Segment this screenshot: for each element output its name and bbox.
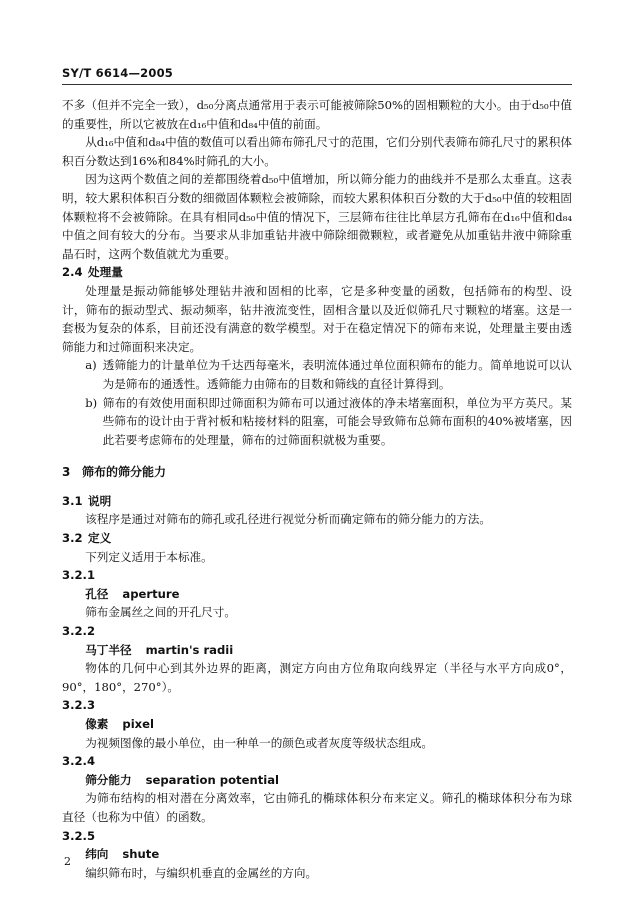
definition-text: 物体的几何中心到其外边界的距离，测定方向由方位角取向线界定（半径与水平方向成0°，90°，180°，270°）。 [62, 661, 572, 694]
term-en: shute [122, 847, 160, 862]
definition-term [62, 845, 572, 864]
standard-number: SY/T 6614—2005 [62, 66, 173, 80]
list-text: 透筛能力的计量单位为千达西每毫米，表明流体通过单位面积筛布的能力。简单地说可以认为是筛布的通透性。透筛能力由筛布的目数和筛线的直径计算得到。 [102, 358, 572, 391]
term-zh: 纬向 [85, 847, 109, 862]
definition-term [62, 641, 572, 660]
definition-number: 3.2.2 [62, 624, 96, 639]
section-title: 定义 [88, 531, 112, 546]
paragraph-1: 不多（但并不完全一致），d₅₀分离点通常用于表示可能被筛除50%的固相颗粒的大小。由于d₅₀中值的重要性，所以它被放在d₁₆中值和d₈₄中值的前面。 [62, 98, 572, 131]
term-en: aperture [122, 586, 180, 601]
term-zh: 像素 [85, 717, 109, 731]
list-marker: b) [85, 395, 98, 410]
chapter-number: 3 [62, 465, 71, 480]
paragraph-2: 从d₁₆中值和d₈₄中值的数值可以看出筛布筛孔尺寸的范围，它们分别代表筛布筛孔尺寸的累积体积百分数达到16%和84%时筛孔的大小。 [62, 135, 572, 168]
section-number: 3.2 [62, 531, 83, 546]
chapter-title: 筛布的筛分能力 [82, 465, 167, 480]
term-en: pixel [122, 717, 154, 731]
section-3-1-text: 该程序是通过对筛布的筛孔或孔径进行视觉分析而确定筛布的筛分能力的方法。 [85, 512, 491, 527]
definition-text: 编织筛布时，与编织机垂直的金属丝的方向。 [85, 865, 318, 880]
definition-text: 筛布金属丝之间的开孔尺寸。 [85, 605, 236, 620]
list-text: 筛布的有效使用面积即过筛面积为筛布可以通过液体的净未堵塞面积，单位为平方英尺。某些筛布的设计由于背衬板和粘接材料的阻塞，可能会导致筛布总筛布面积的40%被堵塞，因此若要考虑筛布的处理量，筛布的过筛面积就极为重要。 [102, 395, 572, 447]
section-number: 2.4 [62, 265, 83, 280]
chapter-3-heading [62, 463, 572, 482]
definition-number: 3.2.1 [62, 568, 96, 583]
document-body [62, 96, 572, 882]
paragraph-3: 因为这两个数值之间的差都围绕着d₅₀中值增加，所以筛分能力的曲线并不是那么太垂直。这表明，较大累积体积百分数的细微固体颗粒会被筛除，而较大累积体积百分数的大于d₅₀中值的较粗固体颗粒将不会被筛除。在具有相同d₅₀中值的情况下，三层筛布往往比单层方孔筛布在d₁₆中值和d₈₄中值之间有较大的分布。当要求从非加重钻井液中筛除细微颗粒，或者避免从加重钻井液中筛除重晶石时，这两个数值就尤为重要。 [62, 172, 572, 261]
section-2-4-intro: 处理量是振动筛能够处理钻井液和固相的比率，它是多种变量的函数，包括筛布的构型、设计，筛布的振动型式、振动频率，钻井液流变性，固相含量以及近似筛孔尺寸颗粒的堵塞。这是一套极为复杂的体系，目前还没有满意的数学模型。对于在稳定情况下的筛布来说，处理量主要由透筛能力和过筛面积来决定。 [62, 283, 572, 354]
list-item-a [62, 356, 572, 393]
section-title: 处理量 [88, 265, 123, 280]
term-zh: 筛分能力 [85, 772, 132, 787]
section-2-4-heading [62, 263, 572, 282]
definition-text: 为视频图像的最小单位，由一种单一的颜色或者灰度等级状态组成。 [85, 735, 434, 750]
definition-number: 3.2.5 [62, 828, 96, 843]
term-en: martin's radii [145, 642, 234, 657]
section-3-2-heading [62, 529, 572, 548]
section-3-2-text: 下列定义适用于本标准。 [85, 549, 213, 564]
definition-term [62, 771, 572, 790]
definition-term [62, 715, 572, 734]
header-rule [62, 84, 572, 85]
section-3-1-heading [62, 492, 572, 511]
page-number: 2 [64, 855, 71, 868]
definition-number: 3.2.3 [62, 698, 96, 713]
definition-text: 为筛布结构的相对潜在分离效率，它由筛孔的椭球体积分布来定义。筛孔的椭球体积分布为球直径（也称为中值）的函数。 [62, 791, 572, 824]
definition-term [62, 585, 572, 604]
term-en: separation potential [145, 772, 280, 787]
term-zh: 孔径 [85, 586, 109, 601]
section-number: 3.1 [62, 493, 83, 508]
section-title: 说明 [88, 493, 112, 508]
list-marker: a) [85, 358, 97, 373]
term-zh: 马丁半径 [85, 642, 132, 657]
definition-number: 3.2.4 [62, 754, 96, 769]
list-item-b [62, 394, 572, 450]
